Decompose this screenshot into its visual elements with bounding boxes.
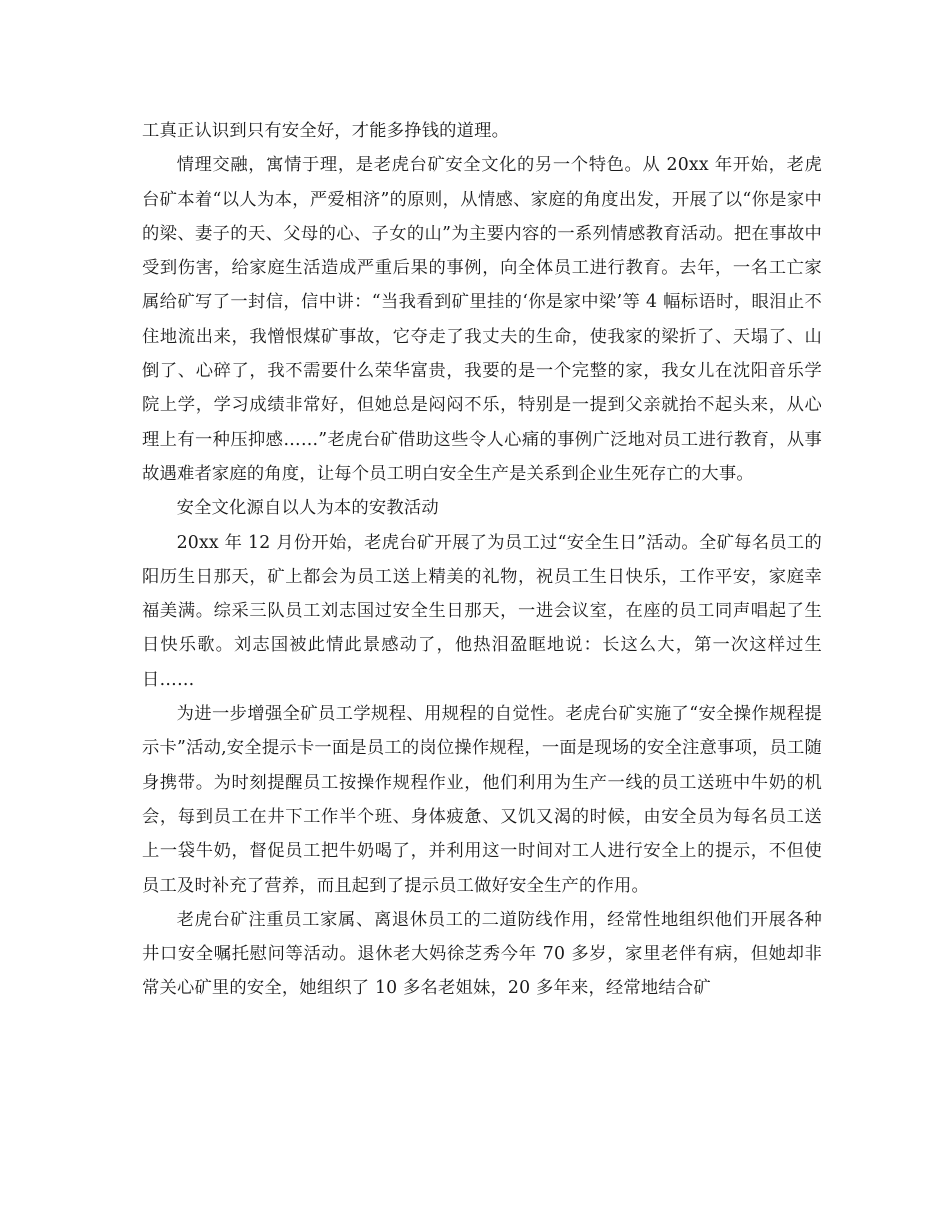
document-body [142, 114, 822, 1006]
section-heading: 安全文化源自以人为本的安教活动 [176, 498, 439, 519]
paragraph-family-defense: 老虎台矿注重员工家属、离退休员工的二道防线作用，经常性地组织他们开展各种井口安全嘱托慰问等活动。退休老大妈徐芝秀今年 70 多岁，家里老伴有病，但她却非常关心矿里的安全，她组织了 10 多名老姐妹，20 多年来，经常地结合矿 [142, 909, 822, 999]
paragraph-safety-card: 为进一步增强全矿员工学规程、用规程的自觉性。老虎台矿实施了“安全操作规程提示卡”活动,安全提示卡一面是员工的岗位操作规程，一面是现场的安全注意事项，员工随身携带。为时刻提醒员工按操作规程作业，他们利用为生产一线的员工送班中牛奶的机会，每到员工在井下工作半个班、身体疲惫、又饥又渴的时候，由安全员为每名员工送上一袋牛奶，督促员工把牛奶喝了，并利用这一时间对工人进行安全上的提示，不但使员工及时补充了营养，而且起到了提示员工做好安全生产的作用。 [142, 704, 822, 896]
paragraph-emotional-education: 情理交融，寓情于理，是老虎台矿安全文化的另一个特色。从 20xx 年开始，老虎台矿本着“以人为本，严爱相济”的原则，从情感、家庭的角度出发，开展了以“你是家中的梁、妻子的天、父母的心、子女的山”为主要内容的一系列情感教育活动。把在事故中受到伤害，给家庭生活造成严重后果的事例，向全体员工进行教育。去年，一名工亡家属给矿写了一封信，信中讲：“当我看到矿里挂的‘你是家中梁’等 4 幅标语时，眼泪止不住地流出来，我憎恨煤矿事故，它夺走了我丈夫的生命，使我家的梁折了、天塌了、山倒了、心碎了，我不需要什么荣华富贵，我要的是一个完整的家，我女儿在沈阳音乐学院上学，学习成绩非常好，但她总是闷闷不乐，特别是一提到父亲就抬不起头来，从心理上有一种压抑感……”老虎台矿借助这些令人心痛的事例广泛地对员工进行教育，从事故遇难者家庭的角度，让每个员工明白安全生产是关系到企业生死存亡的大事。 [142, 155, 822, 484]
paragraph-safety-birthday: 20xx 年 12 月份开始，老虎台矿开展了为员工过“安全生日”活动。全矿每名员工的阳历生日那天，矿上都会为员工送上精美的礼物，祝员工生日快乐，工作平安，家庭幸福美满。综采三队员工刘志国过安全生日那天，一进会议室，在座的员工同声唱起了生日快乐歌。刘志国被此情此景感动了，他热泪盈眶地说：长这么大，第一次这样过生日…… [142, 532, 822, 690]
paragraph-continuation: 工真正认识到只有安全好，才能多挣钱的道理。 [142, 121, 510, 141]
